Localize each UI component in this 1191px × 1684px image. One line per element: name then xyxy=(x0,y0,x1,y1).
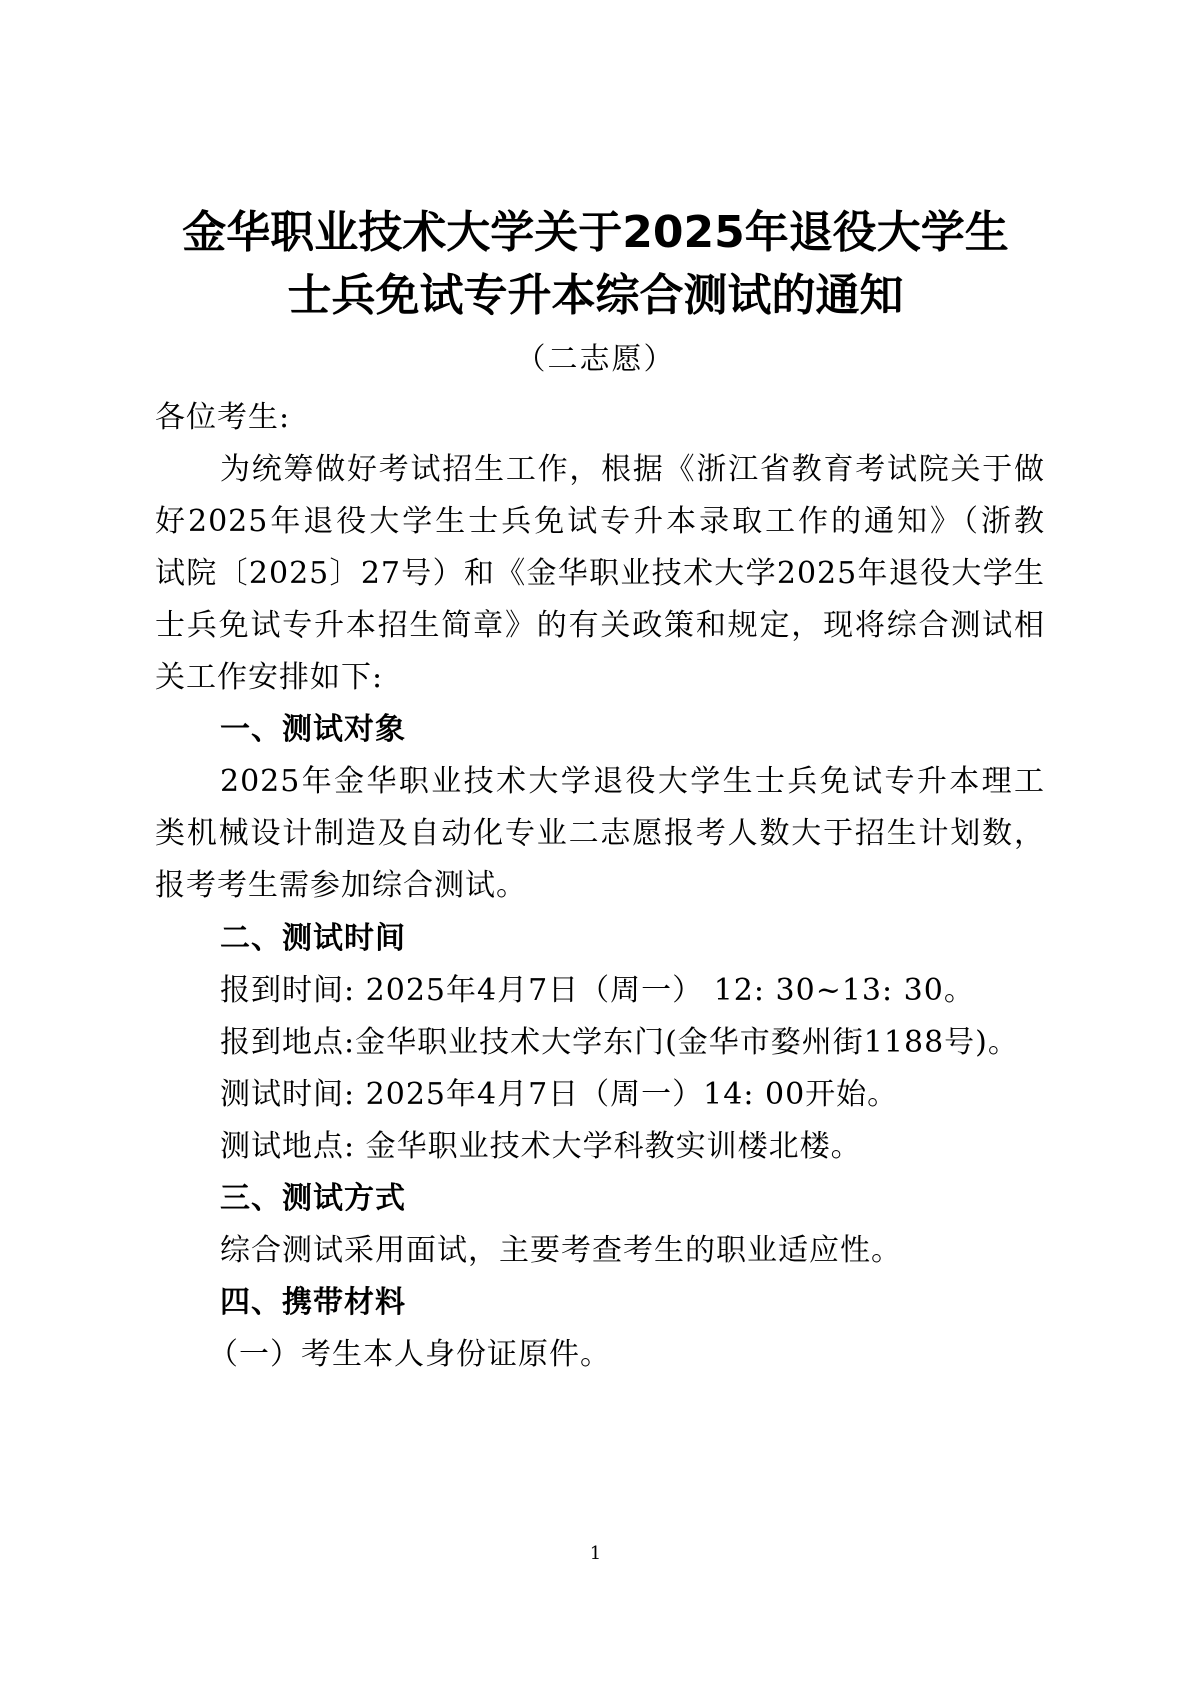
section-1-line-2: 类机械设计制造及自动化专业二志愿报考人数大于招生计划数， xyxy=(155,816,1045,851)
section-1-line-3: 报考考生需参加综合测试。 xyxy=(155,868,527,903)
section-2-heading: 二、测试时间 xyxy=(220,921,406,956)
intro-line-2: 好2025年退役大学生士兵免试专升本录取工作的通知》（浙教 xyxy=(155,504,1045,539)
section-1-line-1: 2025年金华职业技术大学退役大学生士兵免试专升本理工 xyxy=(220,764,1045,799)
section-3-heading: 三、测试方式 xyxy=(220,1181,406,1216)
page-number: 1 xyxy=(589,1543,602,1564)
section-1-heading: 一、测试对象 xyxy=(220,712,406,747)
document-title-line-1: 金华职业技术大学关于2025年退役大学生 xyxy=(182,207,1009,258)
intro-line-5: 关工作安排如下: xyxy=(155,660,384,695)
section-2-line-1: 报到时间: 2025年4月7日（周一） 12: 30~13: 30。 xyxy=(220,973,975,1008)
section-2-line-4: 测试地点: 金华职业技术大学科教实训楼北楼。 xyxy=(220,1129,862,1164)
document-subtitle: （二志愿） xyxy=(515,342,676,377)
intro-line-3: 试院〔2025〕27号）和《金华职业技术大学2025年退役大学生 xyxy=(155,556,1045,591)
section-2-line-3: 测试时间: 2025年4月7日（周一）14: 00开始。 xyxy=(220,1077,899,1112)
intro-line-4: 士兵免试专升本招生简章》的有关政策和规定，现将综合测试相 xyxy=(155,608,1045,643)
salutation: 各位考生: xyxy=(155,400,291,435)
intro-line-1: 为统筹做好考试招生工作，根据《浙江省教育考试院关于做 xyxy=(220,452,1045,487)
document-title-line-2: 士兵免试专升本综合测试的通知 xyxy=(287,270,904,321)
section-4-heading: 四、携带材料 xyxy=(220,1285,406,1320)
section-2-line-2: 报到地点:金华职业技术大学东门(金华市婺州街1188号)。 xyxy=(220,1025,1019,1060)
section-4-line-1: （一）考生本人身份证原件。 xyxy=(208,1337,611,1372)
section-3-line-1: 综合测试采用面试，主要考查考生的职业适应性。 xyxy=(220,1233,902,1268)
